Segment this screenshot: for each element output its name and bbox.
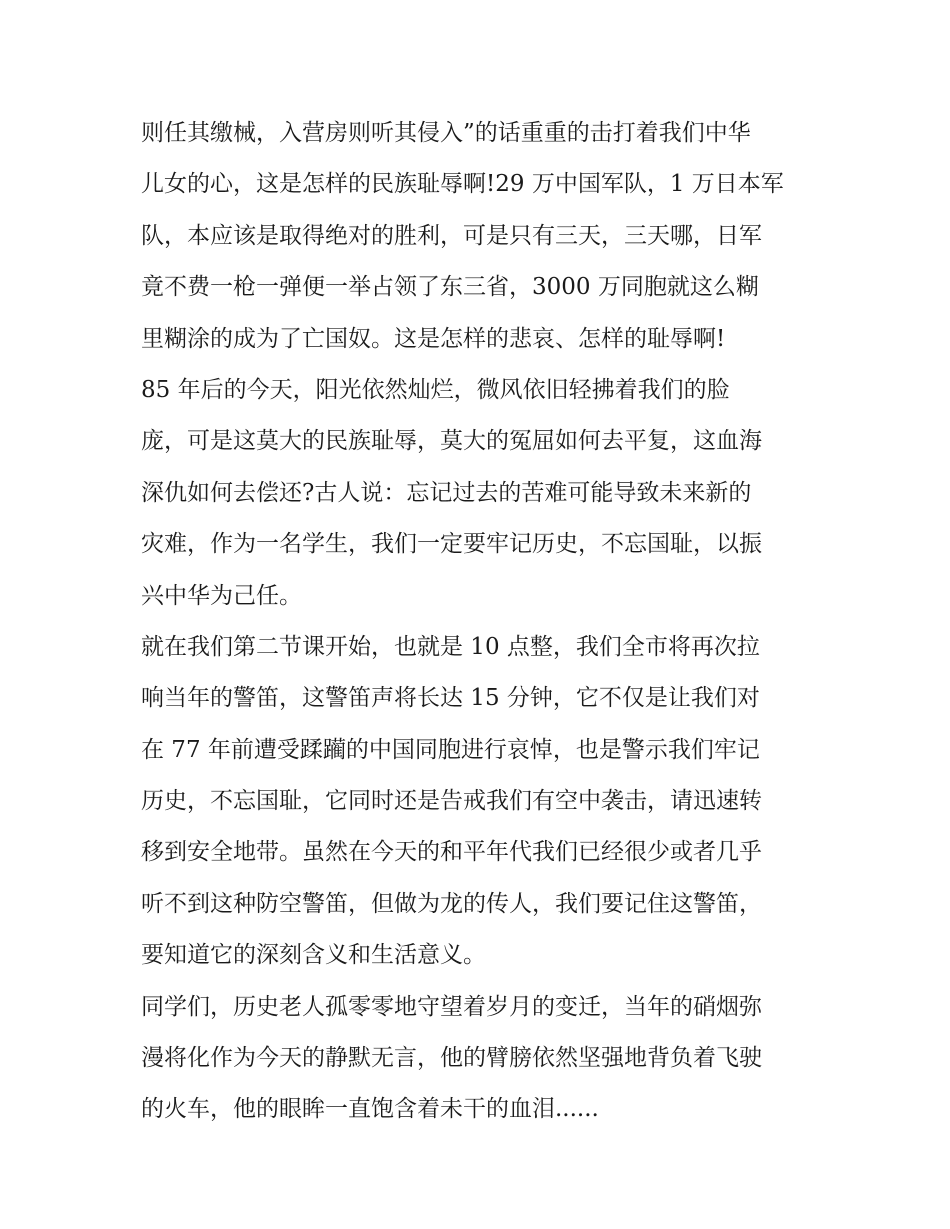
text-line: 则任其缴械，入营房则听其侵入”的话重重的击打着我们中华 [141,120,751,146]
text-line: 深仇如何去偿还?古人说：忘记过去的苦难可能导致未来新的 [141,479,752,506]
text-line: 同学们，历史老人孤零零地守望着岁月的变迁，当年的硝烟弥 [141,993,762,1020]
text-line: 在 77 年前遭受蹂躏的中国同胞进行哀悼，也是警示我们牢记 [141,736,760,763]
text-line: 历史，不忘国耻，它同时还是告戒我们有空中袭击，请迅速转 [141,788,762,815]
text-line: 里糊涂的成为了亡国奴。这是怎样的悲哀、怎样的耻辱啊! [141,325,726,352]
text-line: 漫将化作为今天的静默无言，他的臂膀依然坚强地背负着飞驶 [141,1045,762,1072]
text-line: 的火车，他的眼眸一直饱含着未干的血泪...... [141,1096,599,1123]
text-line: 灾难，作为一名学生，我们一定要牢记历史，不忘国耻，以振 [141,531,762,558]
text-line: 庞，可是这莫大的民族耻辱，莫大的冤屈如何去平复，这血海 [141,428,762,455]
text-line: 队，本应该是取得绝对的胜利，可是只有三天，三天哪，日军 [141,222,762,249]
text-line: 85 年后的今天，阳光依然灿烂，微风依旧轻拂着我们的脸 [141,376,730,403]
body-text [141,108,831,1136]
text-line: 要知道它的深刻含义和生活意义。 [141,942,486,969]
text-line: 儿女的心，这是怎样的民族耻辱啊!29 万中国军队，1 万日本军 [141,171,784,198]
text-line: 竟不费一枪一弹便一举占领了东三省，3000 万同胞就这么糊 [141,274,759,301]
text-line: 移到安全地带。虽然在今天的和平年代我们已经很少或者几乎 [141,839,762,866]
text-line: 兴中华为己任。 [141,582,302,609]
text-line: 听不到这种防空警笛，但做为龙的传人，我们要记住这警笛， [141,890,762,917]
text-line: 就在我们第二节课开始，也就是 10 点整，我们全市将再次拉 [141,633,760,660]
text-line: 响当年的警笛，这警笛声将长达 15 分钟，它不仅是让我们对 [141,685,760,712]
